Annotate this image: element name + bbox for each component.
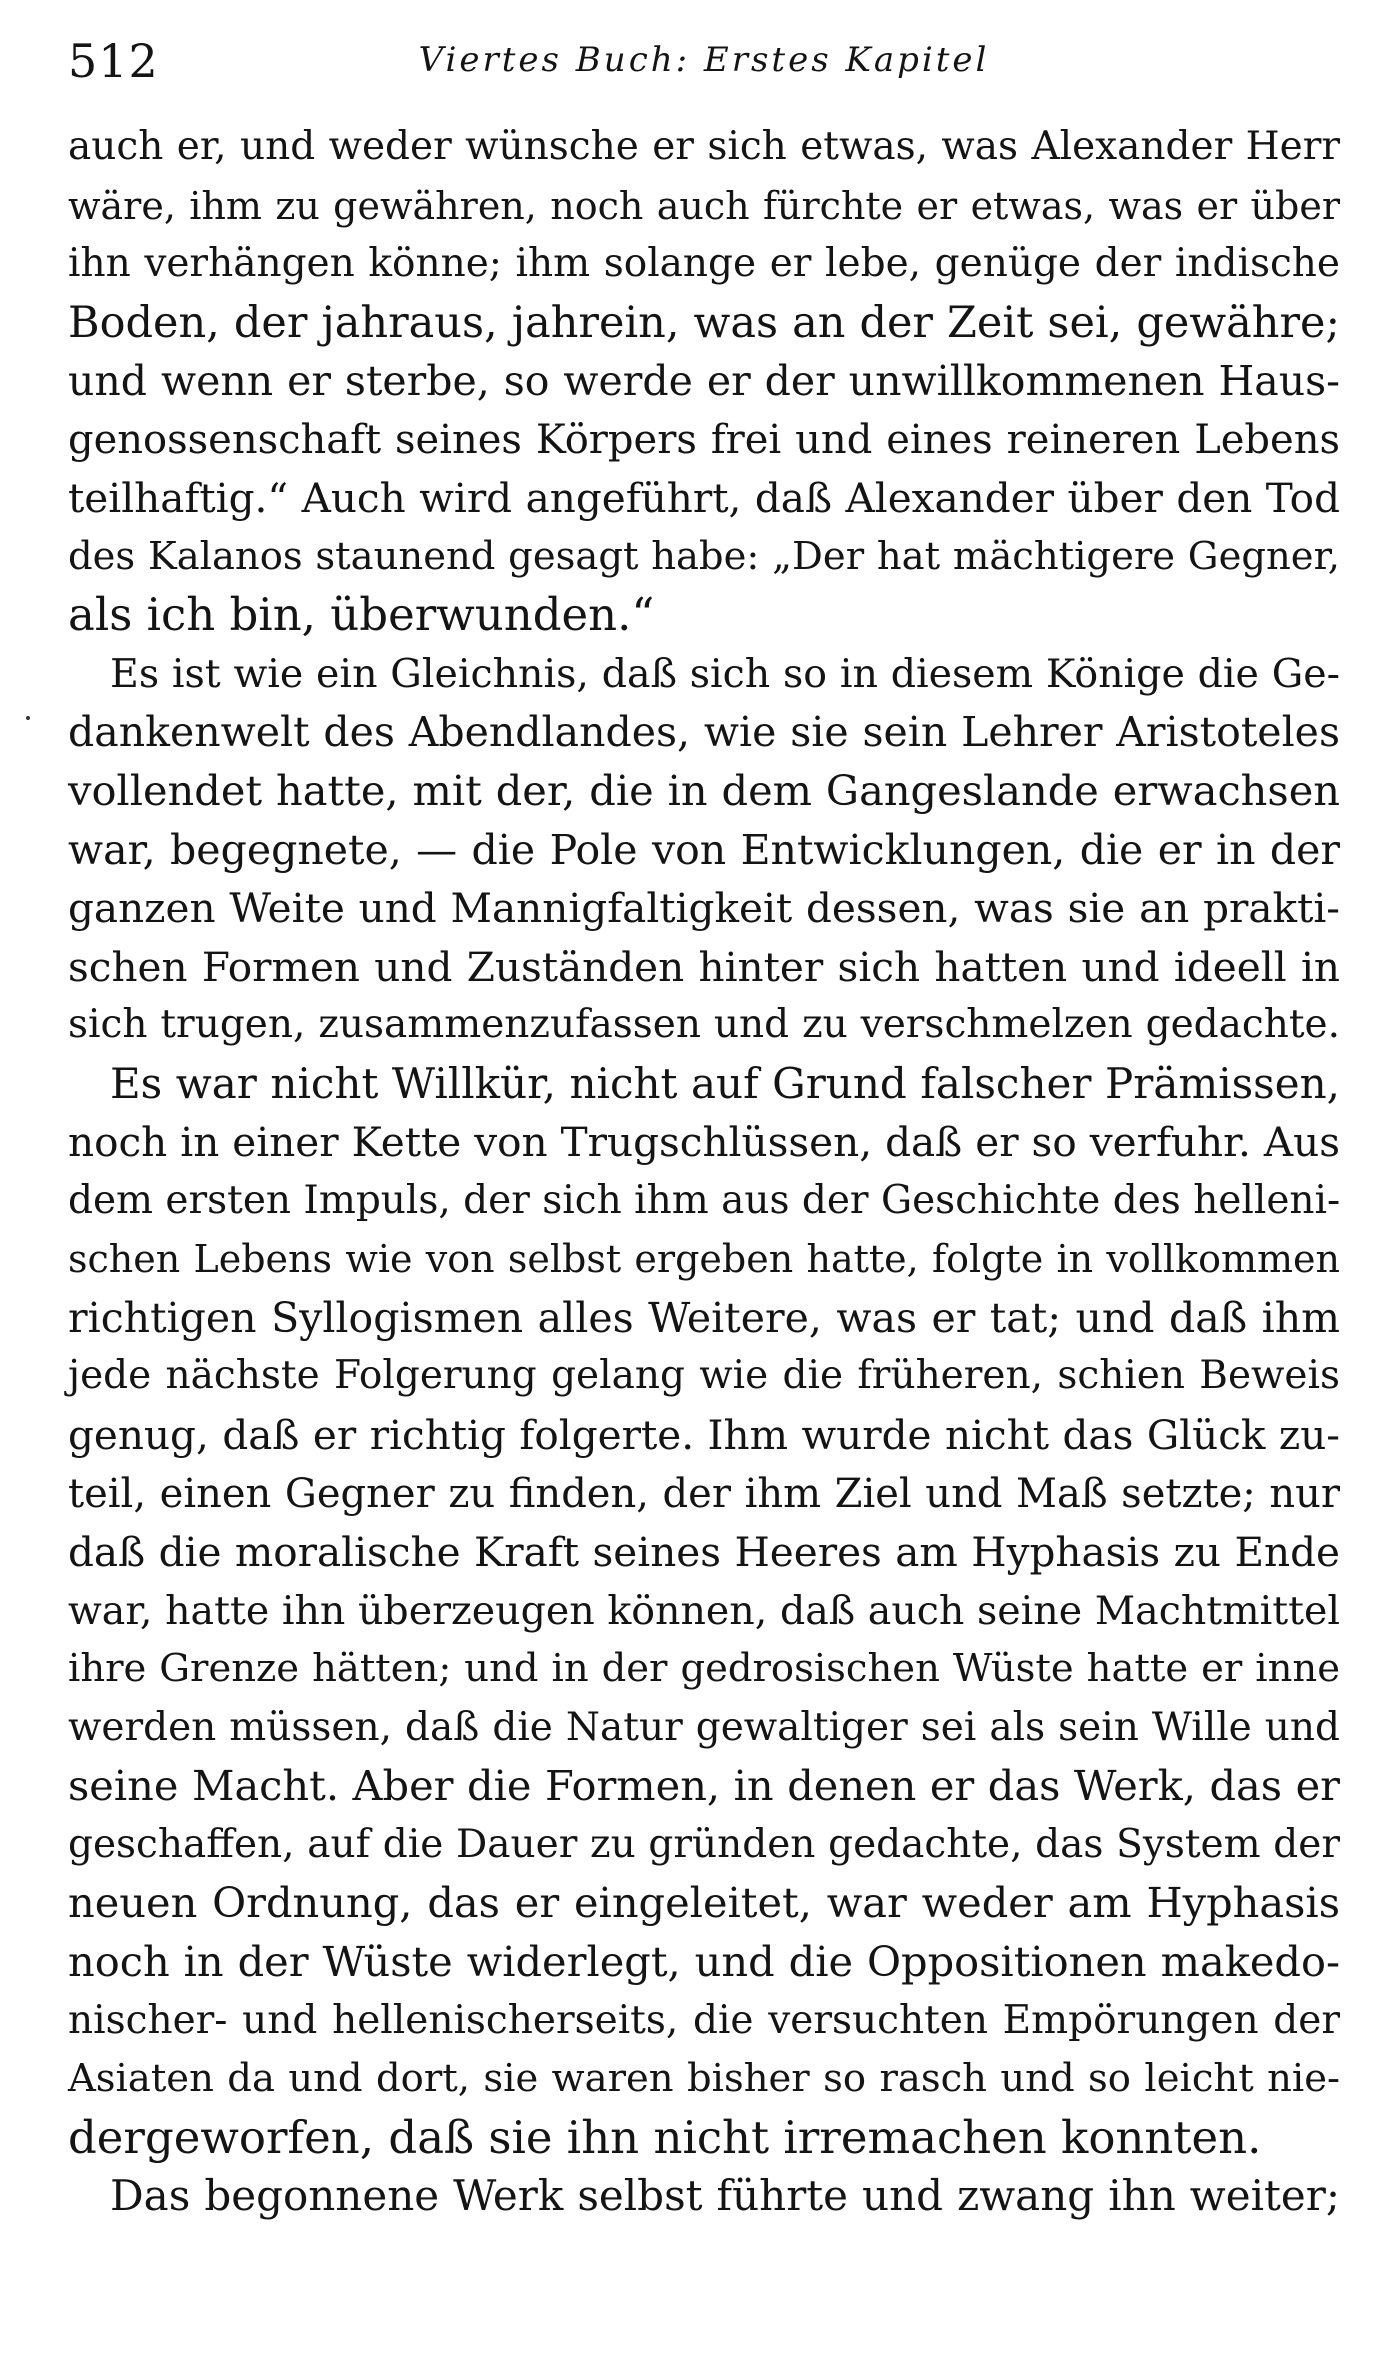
text-line: vollendet hatte, mit der, die in dem Gangeslande erwachsen [68,766,1340,816]
text-line: auch er, und weder wünsche er sich etwas, was Alexander Herr [68,124,1340,169]
text-line: teil, einen Gegner zu finden, der ihm Ziel und Maß setzte; nur [68,1470,1340,1517]
text-line: des Kalanos staunend gesagt habe: „Der hat mächtigere Gegner, [68,533,1340,579]
paragraph-start-line: Es ist wie ein Gleichnis, daß sich so in diesem Könige die Ge- [110,650,1340,697]
text-line: seine Macht. Aber die Formen, in denen er das Werk, das er [68,1761,1340,1811]
text-line: daß die moralische Kraft seines Heeres am Hyphasis zu Ende [68,1528,1340,1577]
text-line: neuen Ordnung, das er eingeleitet, war weder am Hyphasis [68,1878,1340,1928]
paragraph-end-line: als ich bin, überwunden.“ [68,588,655,642]
text-line: war, begegnete, — die Pole von Entwicklungen, die er in der [68,825,1340,874]
text-line: ihre Grenze hätten; und in der gedrosischen Wüste hatte er inne [68,1646,1340,1692]
text-line: schen Lebens wie von selbst ergeben hatte, folgte in vollkommen [68,1237,1340,1282]
text-line: genug, daß er richtig folgerte. Ihm wurde nicht das Glück zu- [68,1411,1340,1460]
text-line: dankenwelt des Abendlandes, wie sie sein Lehrer Aristoteles [68,708,1340,757]
text-line: teilhaftig.“ Auch wird angeführt, daß Alexander über den Tod [68,474,1340,523]
text-line: dem ersten Impuls, der sich ihm aus der Geschichte des helleni- [68,1177,1341,1223]
page-number: 512 [68,34,159,88]
paragraph-end-line: dergeworfen, daß sie ihn nicht irremachen konnten. [68,2110,1262,2164]
text-line: richtigen Syllogismen alles Weitere, was er tat; und daß ihm [68,1293,1340,1342]
text-line: genossenschaft seines Körpers frei und eines reineren Lebens [68,416,1340,463]
text-line: ganzen Weite und Mannigfaltigkeit dessen, was sie an prakti- [68,884,1340,933]
text-line: geschaffen, auf die Dauer zu gründen gedachte, das System der [68,1821,1340,1867]
text-line: ihn verhängen könne; ihm solange er lebe, genüge der indische [68,241,1340,287]
text-line: werden müssen, daß die Natur gewaltiger sei als sein Wille und [68,1704,1340,1750]
text-line: Asiaten da und dort, sie waren bisher so rasch und so leicht nie- [68,2056,1340,2102]
text-line: wäre, ihm zu gewähren, noch auch fürchte er etwas, was er über [68,183,1340,228]
running-title: Viertes Buch: Erstes Kapitel [418,40,990,80]
text-line: schen Formen und Zuständen hinter sich hatten und ideell in [68,942,1340,991]
text-line: noch in einer Kette von Trugschlüssen, daß er so verfuhr. Aus [68,1118,1340,1167]
body-text [68,118,1340,2226]
paragraph-end-line: sich trugen, zusammenzufassen und zu verschmelzen gedachte. [68,1002,1340,1048]
paragraph-start-line: Es war nicht Willkür, nicht auf Grund falscher Prämissen, [110,1058,1340,1108]
text-line: jede nächste Folgerung gelang wie die früheren, schien Beweis [68,1353,1340,1399]
text-line: Boden, der jahraus, jahrein, was an der Zeit sei, gewähre; [68,297,1340,348]
page-header [68,26,1340,106]
margin-mark [26,716,30,720]
text-line: noch in der Wüste widerlegt, und die Oppositionen makedo- [68,1936,1340,1986]
text-line: nischer- und hellenischerseits, die versuchten Empörungen der [68,1997,1340,2043]
text-line: und wenn er sterbe, so werde er der unwillkommenen Haus- [68,357,1340,406]
text-line: war, hatte ihn überzeugen können, daß auch seine Machtmittel [68,1587,1340,1634]
paragraph-start-line: Das begonnene Werk selbst führte und zwang ihn weiter; [110,2171,1340,2221]
